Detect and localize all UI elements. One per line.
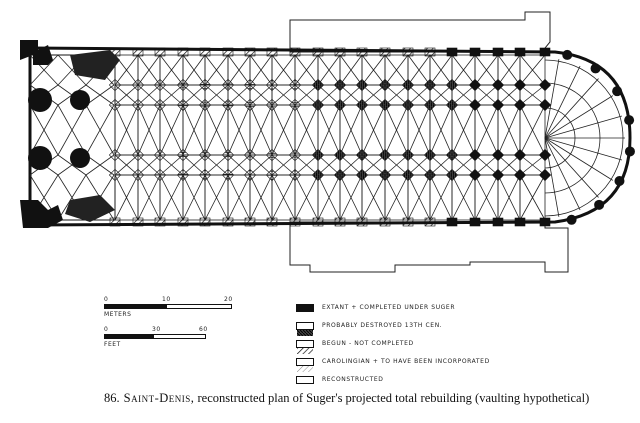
scale-feet: [104, 326, 234, 350]
legend-label-reconstructed: RECONSTRUCTED: [322, 376, 384, 383]
scale-tick-0: 0: [104, 296, 109, 303]
legend-swatch-extant: [296, 304, 314, 312]
legend-swatch-destroyed: [296, 322, 314, 330]
scale-tick-20: 20: [224, 296, 233, 303]
legend-swatch-carolingian: [296, 358, 314, 366]
scale-tick-30: 30: [152, 326, 161, 333]
legend-label-carolingian: CAROLINGIAN + TO HAVE BEEN INCORPORATED: [322, 358, 490, 365]
figure-caption: [104, 392, 604, 405]
legend-label-extant: EXTANT + COMPLETED UNDER SUGER: [322, 304, 456, 311]
vaulting-ribs: [30, 55, 545, 220]
radiating-chapels: [562, 50, 635, 225]
plan-body: [30, 48, 630, 225]
legend-label-begun: BEGUN - NOT COMPLETED: [322, 340, 414, 347]
legend: [296, 302, 516, 392]
legend-label-destroyed: PROBABLY DESTROYED 13TH CEN.: [322, 322, 443, 329]
scale-tick-10: 10: [162, 296, 171, 303]
caption-name: Saint-Denis,: [123, 391, 195, 405]
caption-text: reconstructed plan of Suger's projected total rebuilding (vaulting hypothetical): [197, 391, 590, 405]
scale-metres: [104, 296, 234, 320]
legend-swatch-reconstructed: [296, 376, 314, 384]
scale-unit-feet: FEET: [104, 341, 121, 348]
caption-number: 86.: [104, 391, 120, 405]
scale-tick-60: 60: [199, 326, 208, 333]
legend-swatch-begun: [296, 340, 314, 348]
scale-unit-metres: METERS: [104, 311, 132, 318]
scale-tick-0: 0: [104, 326, 109, 333]
